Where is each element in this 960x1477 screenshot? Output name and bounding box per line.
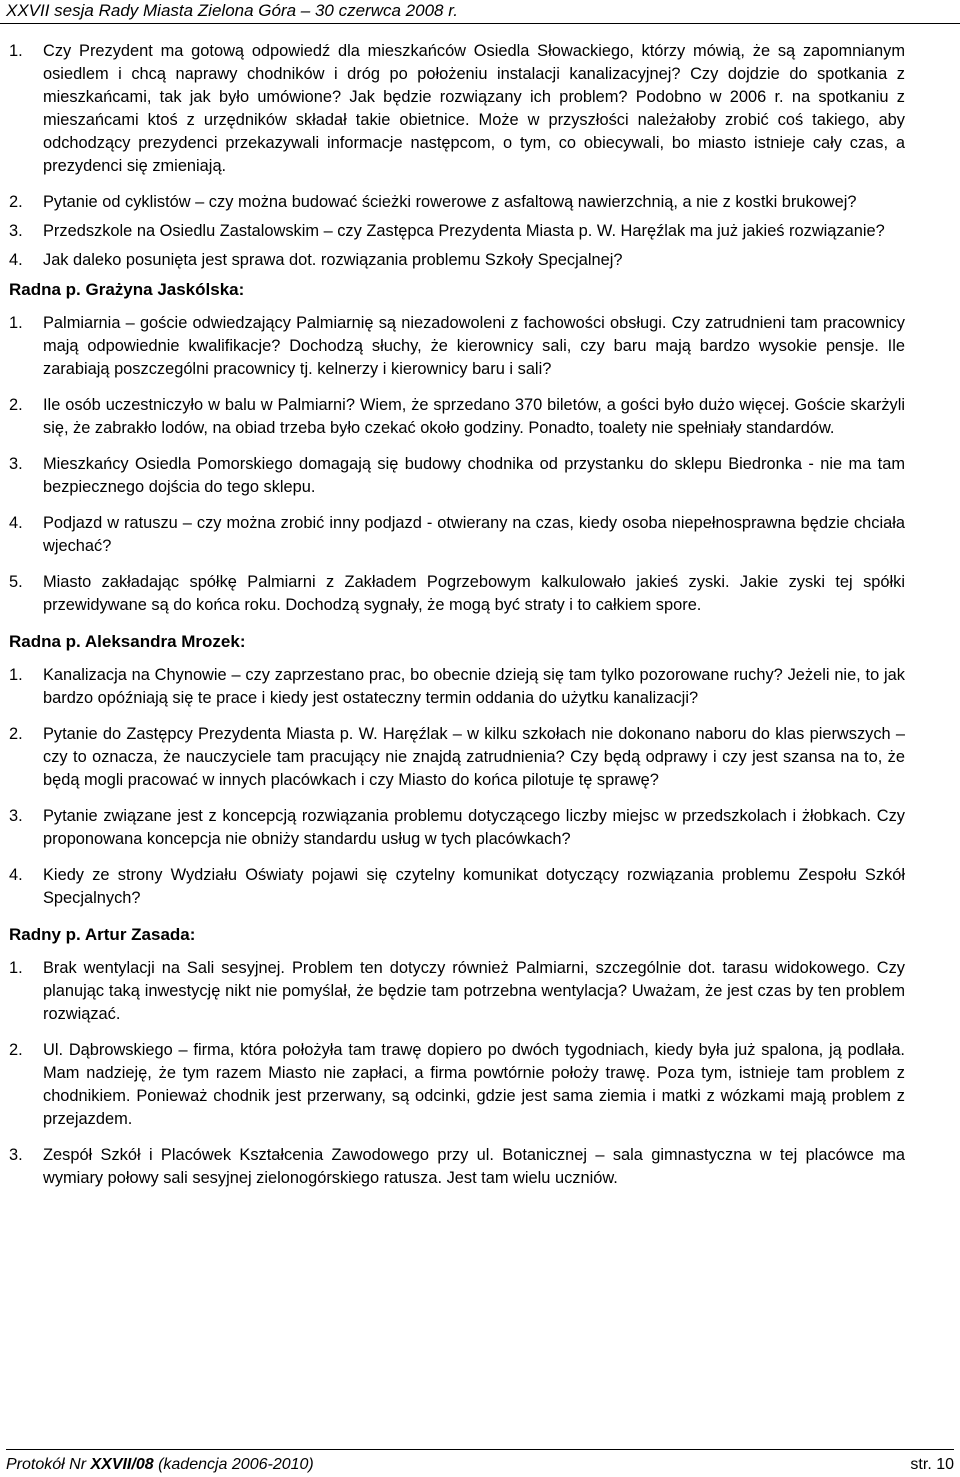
footer-suffix: (kadencja 2006-2010) <box>153 1456 314 1473</box>
councillor-section <box>9 923 905 1190</box>
question-text: Przedszkole na Osiedlu Zastalowskim – czy Zastępca Prezydenta Miasta p. W. Haręźlak ma już jakieś rozwiązanie? <box>43 222 885 240</box>
question-item <box>9 312 905 381</box>
question-number: 1. <box>9 314 23 332</box>
question-text: Pytanie do Zastępcy Prezydenta Miasta p. W. Haręźlak – w kilku szkołach nie dokonano naboru do klas pierwszych – czy to oznacza, że nauczyciele tam pracujący nie znajdą zatrudnienia? Czy będą odprawy i czy jest szansa na to, że będą mogli pracować w innych placówkach i czy Miasto do końca pilotuje tę sprawę? <box>43 725 905 789</box>
question-item <box>9 249 905 272</box>
question-text: Brak wentylacji na Sali sesyjnej. Problem ten dotyczy również Palmiarni, szczególnie dot. tarasu widokowego. Czy planując taką inwestycję nikt nie pomyślał, że będzie tam potrzebna wentylacja? Uważam, że jest czas by ten problem rozwiązać. <box>43 959 905 1023</box>
question-text: Pytanie od cyklistów – czy można budować ścieżki rowerowe z asfaltową nawierzchnią, a nie z kostki brukowej? <box>43 193 857 211</box>
question-text: Miasto zakładając spółkę Palmiarni z Zakładem Pogrzebowym kalkulowało jakieś zyski. Jakie zyski tej spółki przewidywane są do końca roku. Dochodzą sygnały, że mogą być straty i to całkiem spore. <box>43 573 905 614</box>
question-item <box>9 723 905 792</box>
question-item <box>9 453 905 499</box>
question-item <box>9 191 905 214</box>
question-text: Palmiarnia – goście odwiedzający Palmiarnię są niezadowoleni z fachowości obsługi. Czy zatrudnieni tam pracownicy mają odpowiednie kwalifikacje? Dochodzą słuchy, że kierownicy sali, czy baru mają bardzo wysokie pensje. Ile zarabiają poszczególni pracownicy tj. kelnerzy i kierownicy baru i sali? <box>43 314 905 378</box>
question-number: 5. <box>9 573 23 591</box>
footer-number: XXVII/08 <box>90 1456 154 1473</box>
footer-prefix: Protokół Nr <box>6 1456 91 1473</box>
question-text: Jak daleko posunięta jest sprawa dot. rozwiązania problemu Szkoły Specjalnej? <box>43 251 623 269</box>
question-number: 4. <box>9 514 23 532</box>
question-section <box>9 40 905 272</box>
speaker-heading: Radny p. Artur Zasada: <box>9 925 196 944</box>
question-number: 3. <box>9 1146 23 1164</box>
question-item <box>9 957 905 1026</box>
question-item <box>9 1039 905 1131</box>
question-item <box>9 864 905 910</box>
councillor-section <box>9 278 905 617</box>
speaker-heading: Radna p. Aleksandra Mrozek: <box>9 632 246 651</box>
question-text: Kiedy ze strony Wydziału Oświaty pojawi się czytelny komunikat dotyczący rozwiązania problemu Zespołu Szkół Specjalnych? <box>43 866 905 907</box>
document-body <box>9 40 905 1203</box>
question-number: 4. <box>9 251 23 269</box>
speaker-heading: Radna p. Grażyna Jaskólska: <box>9 280 245 299</box>
question-number: 4. <box>9 866 23 884</box>
question-item <box>9 1144 905 1190</box>
question-text: Pytanie związane jest z koncepcją rozwiązania problemu dotyczącego liczby miejsc w przedszkolach i żłobkach. Czy proponowana koncepcja nie obniży standardu usług w tych placówkach? <box>43 807 905 848</box>
question-number: 1. <box>9 959 23 977</box>
question-item <box>9 40 905 178</box>
question-item <box>9 805 905 851</box>
page-footer <box>6 1449 954 1476</box>
question-text: Ile osób uczestniczyło w balu w Palmiarni? Wiem, że sprzedano 370 biletów, a gości było dużo więcej. Goście skarżyli się, że zabrakło lodów, na obiad trzeba było czekać około godziny. Ponadto, toalety nie spełniały standardów. <box>43 396 905 437</box>
question-item <box>9 571 905 617</box>
question-item <box>9 664 905 710</box>
question-text: Ul. Dąbrowskiego – firma, która położyła tam trawę dopiero po dwóch tygodniach, kiedy była już spalona, ją podlała. Mam nadzieję, że tym razem Miasto nie zapłaci, a firma powtórnie położy trawę. Poza tym, istnieje tam problem z chodnikiem. Ponieważ chodnik jest przerwany, są odcinki, gdzie jest sama ziemia i matki z wózkami mają problem z przejazdem. <box>43 1041 905 1128</box>
question-text: Czy Prezydent ma gotową odpowiedź dla mieszkańców Osiedla Słowackiego, którzy mówią, że są zapomnianym osiedlem i chcą naprawy chodników i dróg po położeniu instalacji kanalizacyjnej? Czy dojdzie do spotkania z mieszkańcami, tak jak było umówione? Jak będzie rozwiązany ich problem? Podobno w 2006 r. na spotkaniu z mieszańcami ktoś z urzędników składał takie obietnice. Może w przyszłości należałoby zrobić coś takiego, aby odchodzący prezydenci przekazywali informacje następcom, o tym, co obiecywali, bo miasto istnieje cały czas, a prezydenci się zmieniają. <box>43 42 905 175</box>
question-item <box>9 394 905 440</box>
question-number: 2. <box>9 396 23 414</box>
question-text: Podjazd w ratuszu – czy można zrobić inny podjazd - otwierany na czas, kiedy osoba niepełnosprawna będzie chciała wjechać? <box>43 514 905 555</box>
question-item <box>9 220 905 243</box>
question-item <box>9 512 905 558</box>
question-number: 2. <box>9 1041 23 1059</box>
question-text: Zespół Szkół i Placówek Kształcenia Zawodowego przy ul. Botanicznej – sala gimnastyczna w tej placówce ma wymiary połowy sali sesyjnej zielonogórskiego ratusza. Jest tam wielu uczniów. <box>43 1146 905 1187</box>
question-number: 3. <box>9 807 23 825</box>
page-number: str. 10 <box>910 1456 954 1473</box>
question-text: Kanalizacja na Chynowie – czy zaprzestano prac, bo obecnie dzieją się tam tylko pozorowane ruchy? Jeżeli nie, to jak bardzo opóźniają się te prace i kiedy jest ostateczny termin oddania do użytku kanalizacji? <box>43 666 905 707</box>
councillor-section <box>9 630 905 910</box>
header-title: XXVII sesja Rady Miasta Zielona Góra – 30 czerwca 2008 r. <box>6 1 458 20</box>
question-text: Mieszkańcy Osiedla Pomorskiego domagają się budowy chodnika od przystanku do sklepu Biedronka - nie ma tam bezpiecznego dojścia do tego sklepu. <box>43 455 905 496</box>
question-number: 2. <box>9 725 23 743</box>
question-number: 1. <box>9 42 23 60</box>
footer-protocol <box>6 1456 314 1474</box>
question-number: 3. <box>9 222 23 240</box>
question-number: 2. <box>9 193 23 211</box>
question-number: 3. <box>9 455 23 473</box>
question-number: 1. <box>9 666 23 684</box>
page-header <box>0 0 960 24</box>
